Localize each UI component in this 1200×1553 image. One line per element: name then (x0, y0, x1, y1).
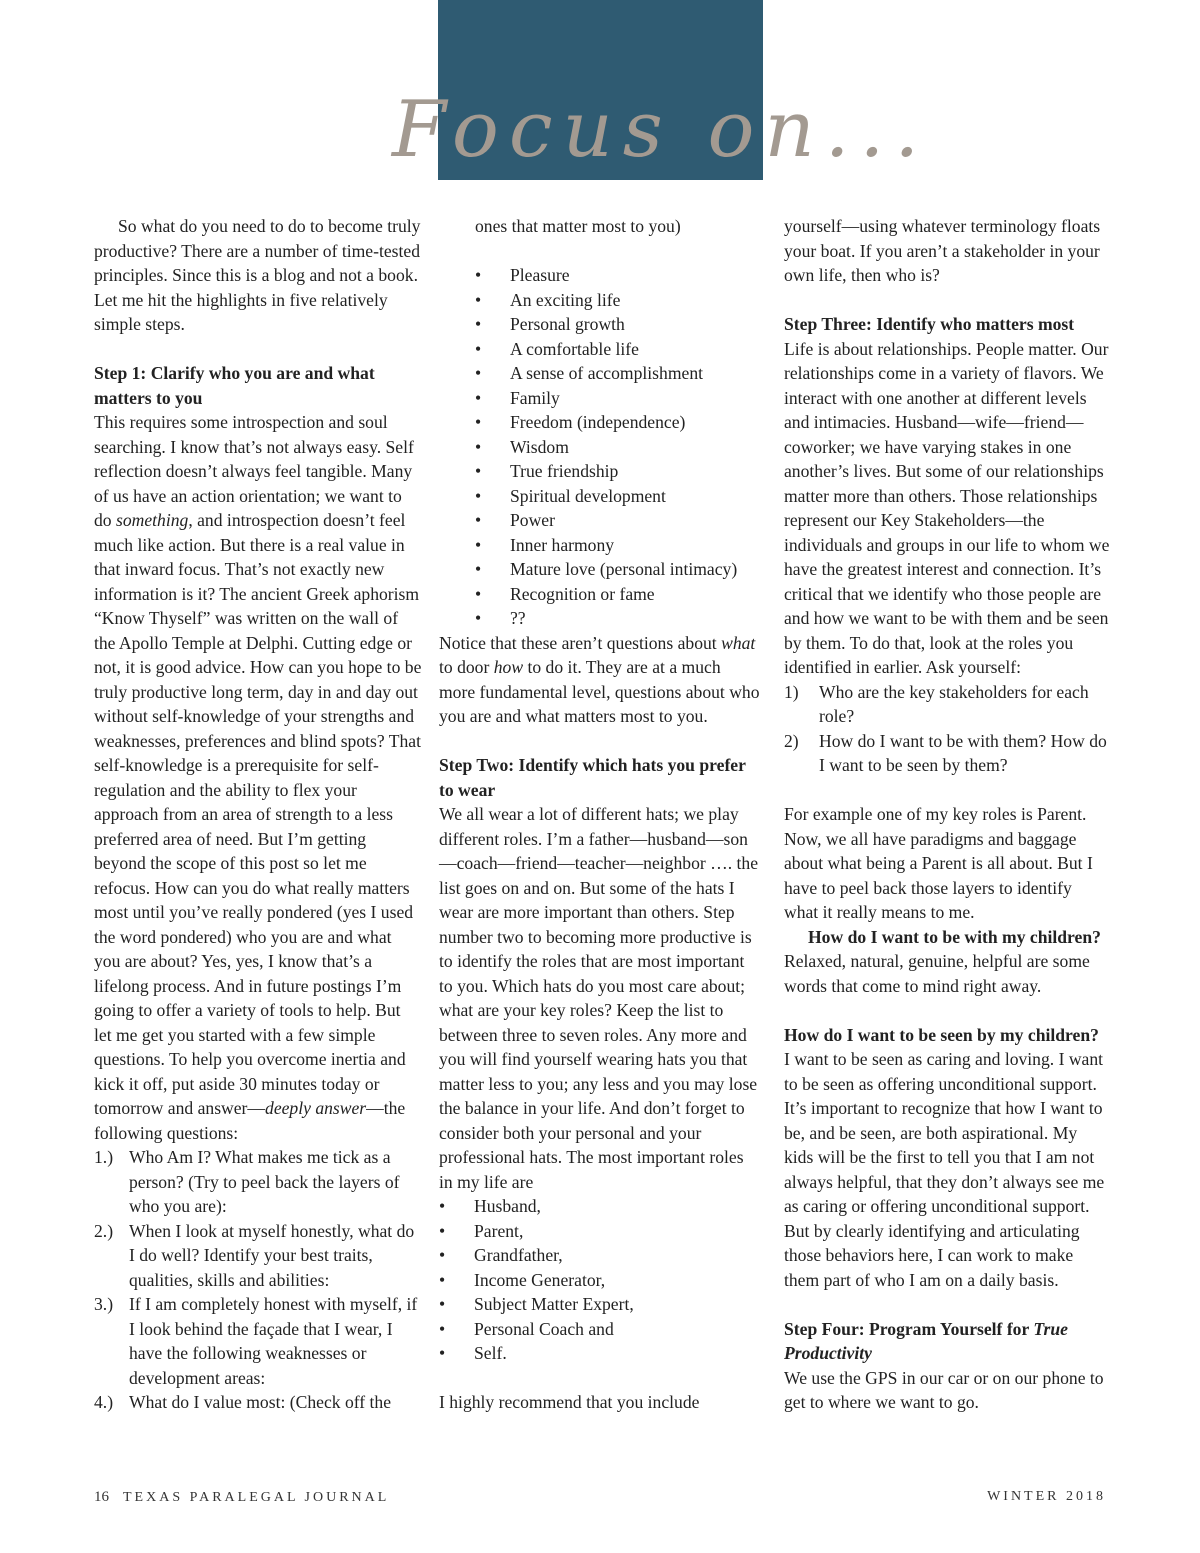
continuation-text: ones that matter most to you) (475, 216, 681, 236)
list-item: • Husband, (439, 1196, 541, 1216)
list-item: • Personal growth (475, 314, 625, 334)
list-item: • Parent, (439, 1220, 524, 1241)
column-3 (784, 214, 1110, 1415)
step-1-heading: Step 1: Clarify who you are and what matters to you (94, 363, 375, 408)
notice-paragraph: Notice that these aren’t questions about what to door how to do it. They are at a much more fundamental level, questions about who you are and what matters most to you. (439, 632, 760, 726)
section-title: Focus on... (392, 85, 930, 175)
list-item: • Self. (439, 1343, 507, 1363)
list-item: • Freedom (independence) (475, 412, 686, 432)
list-item: • Power (475, 510, 555, 530)
issue-date: WINTER 2018 (987, 1489, 1106, 1504)
list-item: • Mature love (personal intimacy) (475, 559, 738, 579)
stakeholder-questions-list (784, 680, 1110, 778)
list-item: 1.) Who Am I? What makes me tick as a person? (Try to peel back the layers of who you are): (94, 1147, 400, 1216)
step-3-body: Life is about relationships. People matter. Our relationships come in a variety of flavors. We interact with one another at different levels and intimacies. Husband—wife—friend—coworker; we have varying stakes in one another’s lives. But some of our relationships matter more than others. Those relationships represent our Key Stakeholders—the individuals and groups in our life to whom we have the greatest interest and connection. It’s critical that we identify who those people are and how we want to be with them and be seen by them. To do that, look at the roles you identified in earlier. Ask yourself: (784, 338, 1110, 677)
list-item: 2) How do I want to be with them? How do I want to be seen by them? (784, 730, 1107, 775)
step-4-heading: Step Four: Program Yourself for True Productivity (784, 1318, 1068, 1363)
values-list (439, 263, 761, 631)
list-item: • Personal Coach and (439, 1318, 614, 1339)
self-questions-list (94, 1145, 422, 1415)
list-item: • An exciting life (475, 289, 621, 310)
step-2-body: We all wear a lot of different hats; we play different roles. I’m a father—husband—son—coach—friend—teacher—neighbor …. the list goes on and on. But some of the hats I wear are more important than others. Step number two to becoming more productive is to identify the roles that are most important to you. Which hats do you most care about; what are your key roles? Keep the list to between three to seven roles. Any more and you will find yourself wearing hats you that matter less to you; any less and you may lose the balance in your life. And don’t forget to consider both your personal and your professional hats. The most important roles in my life are (439, 804, 759, 1192)
step-1-body: This requires some introspection and soul searching. I know that’s not always easy. Self reflection doesn’t always feel tangible. Many of us have an action orientation; we want to do something, and introspection doesn’t feel much like action. But there is a real value in that inward focus. That’s not exactly new information is it? The ancient Greek aphorism “Know Thyself” was written on the wall of the Apollo Temple at Delphi. Cutting edge or not, it is good advice. How can you hope to be truly productive long term, day in and day out without self-knowledge of your strengths and weaknesses, preferences and blind spots? That self-knowledge is a prerequisite for self-regulation and the ability to flex your approach from an area of strength to a less preferred area of need. But I’m getting beyond the scope of this post so let me refocus. How can you do what really matters most until you’ve really pondered (yes I used the word pondered) who you are and what you are about? Yes, yes, I know that’s a lifelong process. And in future postings I’m going to offer a variety of tools to help. But let me get you started with a few simple questions. To help you overcome inertia and kick it off, put aside 30 minutes today or tomorrow and answer—deeply answer—the following questions: (94, 412, 422, 1143)
list-item: • Family (475, 387, 560, 408)
list-item: • A comfortable life (475, 338, 639, 359)
list-item: • Grandfather, (439, 1245, 563, 1265)
journal-name: TEXAS PARALEGAL JOURNAL (123, 1490, 390, 1505)
list-item: • Recognition or fame (475, 583, 655, 604)
list-item: • ?? (475, 608, 526, 628)
step-2-heading: Step Two: Identify which hats you prefer to wear (439, 755, 746, 800)
with-children-heading: How do I want to be with my children? (808, 926, 1101, 947)
list-item: • Subject Matter Expert, (439, 1294, 634, 1314)
list-item: 3.) If I am completely honest with myself, if I look behind the façade that I wear, I have the following weaknesses or development areas: (94, 1294, 418, 1388)
with-children-body: Relaxed, natural, genuine, helpful are some words that come to mind right away. (784, 951, 1090, 996)
continuation-text: yourself—using whatever terminology floats your boat. If you aren’t a stakeholder in your own life, then who is? (784, 216, 1101, 285)
step-4-body: We use the GPS in our car or on our phone to get to where we want to go. (784, 1367, 1104, 1412)
list-item: 1) Who are the key stakeholders for each role? (784, 681, 1089, 726)
closing-text: I highly recommend that you include (439, 1392, 700, 1412)
page-number: 16 (94, 1489, 109, 1505)
list-item: • True friendship (475, 461, 619, 481)
list-item: • A sense of accomplishment (475, 363, 703, 383)
list-item: • Inner harmony (475, 534, 615, 555)
column-1 (94, 214, 422, 1415)
list-item: • Wisdom (475, 436, 569, 457)
roles-list (439, 1194, 761, 1366)
step-3-heading: Step Three: Identify who matters most (784, 314, 1075, 334)
footer-left (94, 1489, 389, 1506)
list-item: • Income Generator, (439, 1269, 606, 1290)
example-paragraph: For example one of my key roles is Parent. Now, we all have paradigms and baggage about what being a Parent is all about. But I have to peel back those layers to identify what it really means to me. (784, 804, 1093, 922)
seen-children-heading: How do I want to be seen by my children? (784, 1024, 1099, 1045)
list-item: • Pleasure (475, 265, 570, 285)
list-item: 4.) What do I value most: (Check off the (94, 1392, 392, 1412)
intro-paragraph: So what do you need to do to become truly productive? There are a number of time-tested principles. Since this is a blog and not a book. Let me hit the highlights in five relatively simple steps. (94, 216, 421, 334)
list-item: 2.) When I look at myself honestly, what do I do well? Identify your best traits, qualities, skills and abilities: (94, 1220, 415, 1290)
seen-children-body: I want to be seen as caring and loving. I want to be seen as offering unconditional support. It’s important to recognize that how I want to be, and be seen, are both aspirational. My kids will be the first to tell you that I am not always helpful, that they don’t always see me as caring or offering unconditional support. But by clearly identifying and articulating those behaviors here, I can work to make them part of who I am on a daily basis. (784, 1049, 1105, 1290)
column-2 (439, 214, 761, 1415)
list-item: • Spiritual development (475, 485, 666, 506)
